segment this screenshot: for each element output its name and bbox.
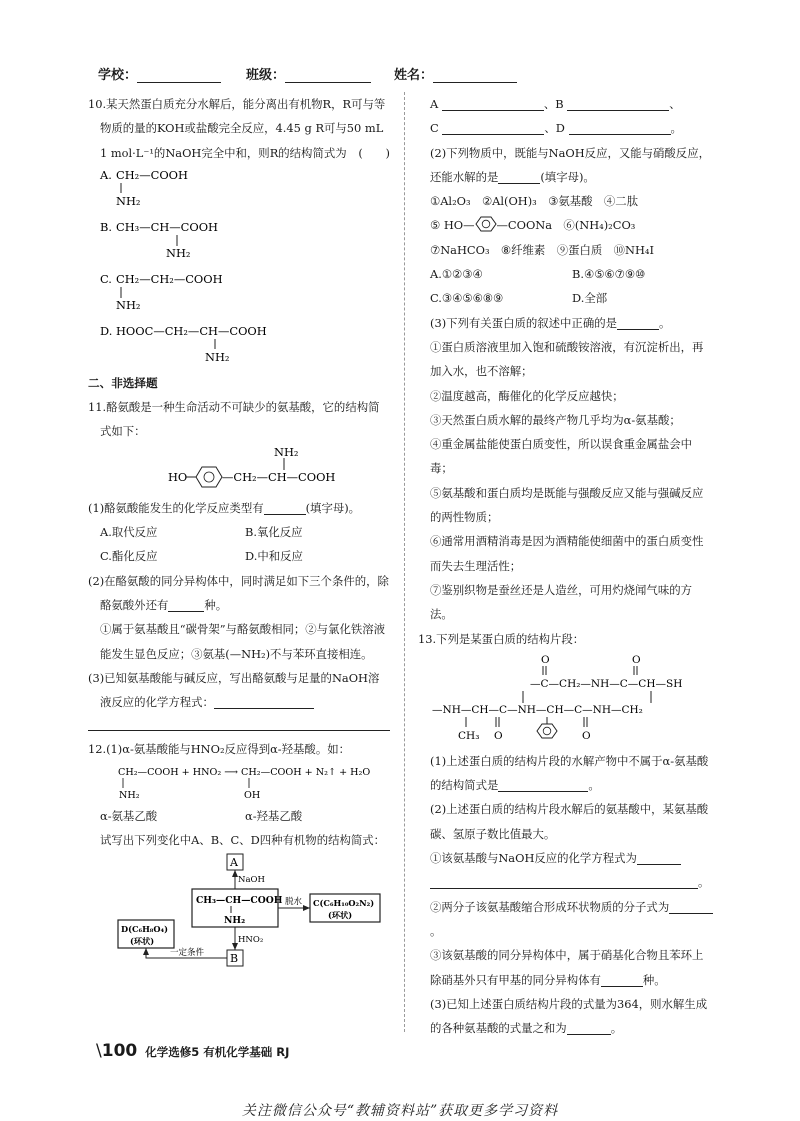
q12-stem: 12.(1)α-氨基酸能与HNO₂反应得到α-羟基酸。如： xyxy=(88,742,350,757)
q12-items-row-3: ⑦NaHCO₃ ⑧纤维素 ⑨蛋白质 ⑩NH₄I xyxy=(430,242,654,257)
class-label: 班级： xyxy=(246,68,286,83)
option-c-structure: CH₂—CH₂—COOH xyxy=(116,271,223,286)
q11-blank-3[interactable] xyxy=(214,694,314,709)
class-blank[interactable] xyxy=(285,70,371,83)
q11-p1-end: (填字母)。 xyxy=(305,500,361,515)
box-d-note: (环状) xyxy=(130,936,155,947)
answer-c-label: C xyxy=(430,121,439,136)
q11-conditions: ①属于氨基酸且“碳骨架”与酪氨酸相同；②与氯化铁溶液能发生显色反应；③氨基(—NH₂)不与苯环直接相连。 xyxy=(100,622,386,661)
fragment-ch3: CH₃ xyxy=(458,729,480,742)
option-d-label[interactable]: D. xyxy=(100,323,113,338)
q10-option-structures xyxy=(88,165,388,365)
question-12-part-2 xyxy=(418,92,714,627)
q13-blank-2a[interactable] xyxy=(637,850,681,865)
q12-example-names xyxy=(88,804,390,828)
tyrosine-nh2: NH₂ xyxy=(274,444,299,459)
center-nh2: NH₂ xyxy=(224,915,246,927)
section-heading: 二、非选择题 xyxy=(88,375,158,390)
answer-d-blank[interactable] xyxy=(569,120,671,135)
q11-answer-line[interactable] xyxy=(88,714,390,731)
center-structure-line: CH₃—CH—COOH xyxy=(196,895,283,907)
q10-stem: 10.某天然蛋白质充分水解后，能分离出有机物R，R可与等物质的量的KOH或盐酸完全反应，4.45 g R可与50 mL 1 mol·L⁻¹的NaOH完全中和，则R的结构简式为 xyxy=(88,97,386,160)
q13-blank-2b[interactable] xyxy=(430,874,698,889)
answer-d-label: D xyxy=(555,121,565,136)
option-c-label[interactable]: C. xyxy=(100,271,112,286)
q12-items-row-2 xyxy=(418,213,714,237)
box-a-label: A xyxy=(230,856,238,870)
q13-p1: (1)上述蛋白质的结构片段的水解产物中不属于α-氨基酸的结构简式是 xyxy=(430,753,709,793)
q11-p2-end: 种。 xyxy=(204,597,228,612)
arrow-to-d-head xyxy=(143,948,149,955)
q10-answer-paren[interactable]: ( ) xyxy=(358,145,390,160)
fragment-main-chain: —NH—CH—C—NH—CH—C—NH—CH₂ xyxy=(432,703,643,716)
item-5-suffix: —COONa ⑥(NH₄)₂CO₃ xyxy=(496,218,636,233)
answer-sep-3: 、 xyxy=(544,121,556,136)
footer-slash: \ xyxy=(96,1041,102,1061)
q11-blank-1[interactable] xyxy=(264,500,306,515)
watermark-text: 关注微信公众号“教辅资料站”获取更多学习资料 xyxy=(241,1103,559,1119)
option-c-nh2: NH₂ xyxy=(116,297,141,312)
left-column xyxy=(88,92,390,972)
q13-blank-5[interactable] xyxy=(567,1020,611,1035)
label-condition: 一定条件 xyxy=(170,948,205,959)
question-10 xyxy=(88,92,390,365)
answer-c-blank[interactable] xyxy=(442,120,544,135)
box-b-label: B xyxy=(230,952,239,966)
statement-6: ⑥通常用酒精消毒是因为酒精能使细菌中的蛋白质变性而失去生理活性； xyxy=(430,534,704,573)
q12-blank-2[interactable] xyxy=(498,169,540,184)
q13-sub-2-end: 。 xyxy=(430,923,442,938)
fragment-o-3: O xyxy=(494,729,503,742)
statement-5: ⑤氨基酸和蛋白质均是既能与强酸反应又能与强碱反应的两性物质； xyxy=(430,485,704,525)
book-title: 化学选修5 有机化学基础 RJ xyxy=(145,1045,290,1059)
q13-blank-1[interactable] xyxy=(498,777,588,792)
q11-p1: (1)酪氨酸能发生的化学反应类型有 xyxy=(88,500,264,515)
student-info-header xyxy=(98,64,718,86)
q13-stem: 13.下列是某蛋白质的结构片段： xyxy=(418,631,585,646)
q11-option-b[interactable]: B.氧化反应 xyxy=(245,525,303,540)
fragment-top-chain: —C—CH₂—NH—C—CH—SH xyxy=(530,677,683,690)
benzene-ring-inner xyxy=(204,472,214,482)
statement-7: ⑦鉴别织物是蚕丝还是人造丝，可用灼烧闻气味的方法。 xyxy=(430,582,692,622)
q12-p2-end: (填字母)。 xyxy=(540,169,595,184)
box-c-note: (环状) xyxy=(328,910,353,921)
q13-p3: (3)已知上述蛋白质结构片段的式量为364，则水解生成的各种氨基酸的式量之和为 xyxy=(430,996,708,1036)
page-number: 100 xyxy=(101,1041,138,1061)
option-d-nh2: NH₂ xyxy=(205,349,230,364)
q13-sub-3: ③该氨基酸的同分异构体中，属于硝基化合物且苯环上除硝基外只有甲基的同分异构体有 xyxy=(430,948,704,987)
q11-stem: 11.酪氨酸是一种生命活动不可缺少的氨基酸，它的结构简式如下： xyxy=(88,400,380,439)
option-b-structure: CH₃—CH—COOH xyxy=(116,219,218,234)
q12-p3: (3)下列有关蛋白质的叙述中正确的是 xyxy=(430,315,617,330)
q13-sub-1: ①该氨基酸与NaOH反应的化学方程式为 xyxy=(430,851,637,866)
question-12-part-1 xyxy=(88,737,390,972)
box-d-formula: D(C₆H₈O₄) xyxy=(121,924,168,935)
label-hno2: HNO₂ xyxy=(238,935,264,946)
fragment-o-1: O xyxy=(541,653,550,666)
q13-blank-4[interactable] xyxy=(601,972,643,987)
q11-options-row-2 xyxy=(88,544,390,568)
answer-end: 。 xyxy=(670,121,682,136)
statement-3: ③天然蛋白质水解的最终产物几乎均为α-氨基酸； xyxy=(430,412,681,427)
tyrosine-chain: —CH₂—CH—COOH xyxy=(222,469,336,484)
tyrosine-ho: HO xyxy=(168,469,188,484)
answer-a-label: A xyxy=(430,97,439,111)
school-label: 学校： xyxy=(98,68,138,83)
box-c-formula: C(C₆H₁₀O₂N₂) xyxy=(313,898,375,909)
page-footer xyxy=(96,1041,289,1061)
fragment-o-2: O xyxy=(632,653,641,666)
option-b-label[interactable]: B. xyxy=(100,219,112,234)
name-blank[interactable] xyxy=(433,70,517,83)
q12-equation-line: CH₂—COOH + HNO₂ ⟶ CH₂—COOH + N₂↑ + H₂O xyxy=(118,766,371,778)
name-field xyxy=(394,64,517,83)
option-a-nh2: NH₂ xyxy=(116,193,141,208)
answer-sep-2: 、 xyxy=(669,97,681,111)
q11-option-d[interactable]: D.中和反应 xyxy=(245,549,303,564)
q12-name-aminoacetic: α-氨基乙酸 xyxy=(100,808,158,823)
arrow-to-c-head xyxy=(303,905,310,911)
q12-example-equation xyxy=(88,762,388,804)
statement-1: ①蛋白质溶液里加入饱和硫酸铵溶液，有沉淀析出，再加入水，也不溶解； xyxy=(430,339,704,379)
option-b-nh2: NH₂ xyxy=(166,245,191,260)
school-field xyxy=(98,64,221,83)
label-dehydrate: 脱水 xyxy=(285,897,303,908)
answer-b-label: B xyxy=(555,97,564,111)
q12-option-c[interactable]: C.③④⑤⑥⑧⑨ xyxy=(430,291,504,306)
q13-p1-end: 。 xyxy=(588,778,600,793)
option-a-label[interactable]: A. xyxy=(100,167,112,182)
column-divider xyxy=(404,92,405,1032)
school-blank[interactable] xyxy=(137,70,221,83)
right-column xyxy=(418,92,714,1040)
fragment-phenyl-inner xyxy=(543,727,551,735)
q13-sub-3-end: 种。 xyxy=(642,972,666,987)
fragment-o-4: O xyxy=(582,729,591,742)
option-a-structure: CH₂—COOH xyxy=(116,167,188,182)
answer-sep-1: 、 xyxy=(543,97,556,111)
statement-2: ②温度越高，酶催化的化学反应越快； xyxy=(430,388,624,403)
q12-equation-nh2: NH₂ xyxy=(119,789,140,801)
q12-blank-3[interactable] xyxy=(617,315,659,330)
q12-option-a[interactable]: A.①②③④ xyxy=(430,267,483,282)
q12-task: 试写出下列变化中A、B、C、D四种有机物的结构简式： xyxy=(100,833,386,848)
question-13 xyxy=(418,627,714,1041)
q11-option-c[interactable]: C.酯化反应 xyxy=(100,549,158,564)
q13-p3-end: 。 xyxy=(610,1021,623,1036)
q13-p2: (2)上述蛋白质的结构片段水解后的氨基酸中，某氨基酸碳、氢原子数比值最大。 xyxy=(430,802,709,841)
q13-sub-1-end: 。 xyxy=(698,875,710,890)
q11-blank-2[interactable] xyxy=(168,597,204,612)
q11-option-a[interactable]: A.取代反应 xyxy=(100,525,158,540)
name-label: 姓名： xyxy=(394,68,434,83)
benzene-ring-icon xyxy=(537,724,557,738)
q11-p2: (2)在酪氨酸的同分异构体中，同时满足如下三个条件的，除酪氨酸外还有 xyxy=(88,573,389,612)
q13-sub-2: ②两分子该氨基酸缩合形成环状物质的分子式为 xyxy=(430,899,670,914)
q12-options-row-2 xyxy=(418,286,714,310)
item-5-prefix: ⑤ HO— xyxy=(430,218,475,233)
q12-equation-oh: OH xyxy=(244,789,261,801)
q12-option-d[interactable]: D.全部 xyxy=(572,291,608,306)
q12-option-b[interactable]: B.④⑤⑥⑦⑨⑩ xyxy=(572,267,646,282)
benzene-ring-icon xyxy=(196,467,222,487)
statement-4: ④重金属盐能使蛋白质变性，所以误食重金属盐会中毒； xyxy=(430,437,692,476)
q12-name-hydroxyacetic: α-羟基乙酸 xyxy=(245,808,303,823)
q12-p2: (2)下列物质中，既能与NaOH反应，又能与硝酸反应，还能水解的是 xyxy=(430,145,710,184)
question-11 xyxy=(88,395,390,731)
benzene-ring-icon xyxy=(475,216,497,232)
q12-p3-end: 。 xyxy=(659,315,671,330)
tyrosine-structure xyxy=(88,444,388,496)
q12-reaction-diagram xyxy=(88,852,388,972)
q12-options-row-1 xyxy=(418,262,714,286)
q11-p3: (3)已知氨基酸能与碱反应，写出酪氨酸与足量的NaOH溶液反应的化学方程式： xyxy=(88,670,380,710)
answer-a-blank[interactable] xyxy=(442,96,544,111)
answer-b-blank[interactable] xyxy=(567,96,669,111)
q13-blank-3[interactable] xyxy=(669,899,713,914)
q12-items-row-1: ①Al₂O₃ ②Al(OH)₃ ③氨基酸 ④二肽 xyxy=(430,194,639,209)
option-d-structure: HOOC—CH₂—CH—COOH xyxy=(116,323,267,338)
label-naoh: NaOH xyxy=(238,875,265,886)
q11-options-row-1 xyxy=(88,520,390,544)
protein-fragment-structure xyxy=(418,651,714,749)
class-field xyxy=(246,64,371,83)
